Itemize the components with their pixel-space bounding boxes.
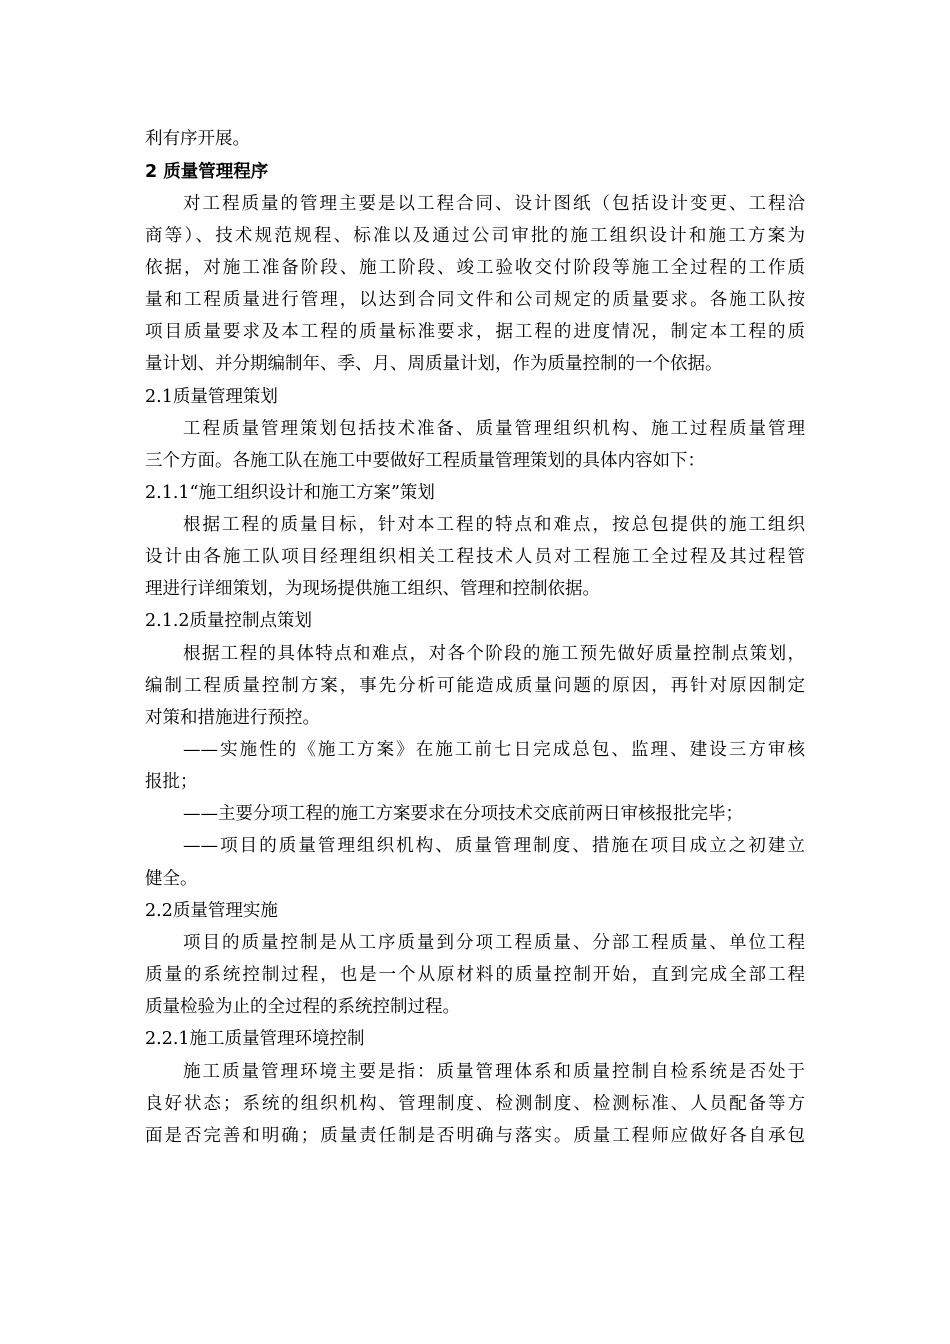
paragraph-line: 良好状态；系统的组织机构、管理制度、检测制度、检测标准、人员配备等方 <box>145 1094 805 1114</box>
paragraph-line: 质量的系统控制过程，也是一个从原材料的质量控制开始，直到完成全部工程 <box>145 965 805 985</box>
subsection-heading: 2.2质量管理实施 <box>145 901 278 921</box>
subsection-heading: 2.1质量管理策划 <box>145 387 278 407</box>
paragraph-line: 设计由各施工队项目经理组织相关工程技术人员对工程施工全过程及其过程管 <box>145 547 805 567</box>
paragraph-line: 编制工程质量控制方案，事先分析可能造成质量问题的原因，再针对原因制定 <box>145 676 805 696</box>
text-line: 利有序开展。 <box>145 129 250 149</box>
paragraph-line: 依据，对施工准备阶段、施工阶段、竣工验收交付阶段等施工全过程的工作质 <box>145 258 805 278</box>
list-item-continued: 报批； <box>145 772 198 792</box>
list-item: ——主要分项工程的施工方案要求在分项技术交底前两日审核报批完毕； <box>183 804 743 824</box>
paragraph-line: 对策和措施进行预控。 <box>145 708 320 728</box>
paragraph-line: 对工程质量的管理主要是以工程合同、设计图纸（包括设计变更、工程洽 <box>183 194 805 214</box>
subsection-heading: 2.2.1施工质量管理环境控制 <box>145 1029 365 1049</box>
paragraph-line: 施工质量管理环境主要是指：质量管理体系和质量控制自检系统是否处于 <box>183 1062 805 1082</box>
subsection-heading: 2.1.1“施工组织设计和施工方案”策划 <box>145 483 435 503</box>
list-item: ——实施性的《施工方案》在施工前七日完成总包、监理、建设三方审核 <box>183 740 805 760</box>
paragraph-line: 根据工程的质量目标，针对本工程的特点和难点，按总包提供的施工组织 <box>183 515 805 535</box>
paragraph-line: 量计划、并分期编制年、季、月、周质量计划，作为质量控制的一个依据。 <box>145 354 723 374</box>
paragraph-line: 理进行详细策划，为现场提供施工组织、管理和控制依据。 <box>145 579 600 599</box>
paragraph-line: 三个方面。各施工队在施工中要做好工程质量管理策划的具体内容如下： <box>145 451 705 471</box>
section-heading: 2 质量管理程序 <box>145 162 269 182</box>
paragraph-line: 商等）、技术规范规程、标准以及通过公司审批的施工组织设计和施工方案为 <box>145 226 805 246</box>
paragraph-line: 量和工程质量进行管理，以达到合同文件和公司规定的质量要求。各施工队按 <box>145 290 805 310</box>
paragraph-line: 质量检验为止的全过程的系统控制过程。 <box>145 997 460 1017</box>
paragraph-line: 项目质量要求及本工程的质量标准要求，据工程的进度情况，制定本工程的质 <box>145 322 805 342</box>
list-item: ——项目的质量管理组织机构、质量管理制度、措施在项目成立之初建立 <box>183 836 805 856</box>
paragraph-line: 项目的质量控制是从工序质量到分项工程质量、分部工程质量、单位工程 <box>183 933 805 953</box>
paragraph-line: 根据工程的具体特点和难点，对各个阶段的施工预先做好质量控制点策划， <box>183 644 805 664</box>
paragraph-line: 工程质量管理策划包括技术准备、质量管理组织机构、施工过程质量管理 <box>183 419 805 439</box>
list-item-continued: 健全。 <box>145 869 198 889</box>
subsection-heading: 2.1.2质量控制点策划 <box>145 611 313 631</box>
paragraph-line: 面是否完善和明确；质量责任制是否明确与落实。质量工程师应做好各自承包 <box>145 1126 805 1146</box>
